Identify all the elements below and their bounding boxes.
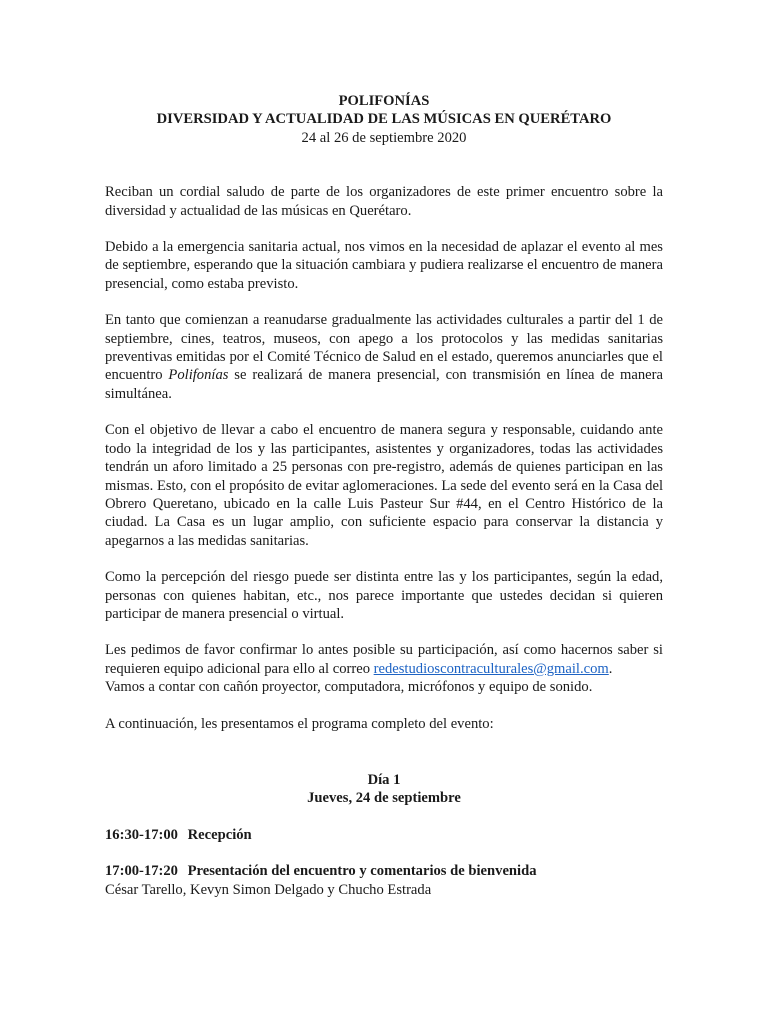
paragraph-format-text-b: se realizará de manera presencial, con transmisión en línea de manera simultánea. [105,367,664,402]
paragraph-safety: Con el objetivo de llevar a cabo el encuentro de manera segura y responsable, cuidando ante todo la integridad de los y las participantes, asistentes y organizadores, todas las actividades tendrán un aforo limitado a 25 personas con pre-registro, además de quienes participan en las mismas. Esto, con el propósito de evitar aglomeraciones. La sede del evento será en la Casa del Obrero Queretano, ubicado en la calle Luis Pasteur Sur #44, en el Centro Histórico de la ciudad. La Casa es un lugar amplio, con suficiente espacio para conservar la distancia y apegarnos a las medidas sanitarias. [105,422,663,549]
paragraph-equipment: Vamos a contar con cañón proyector, computadora, micrófonos y equipo de sonido. [105,679,593,696]
document-header [105,92,663,147]
paragraph-confirmation-period: . [608,660,613,677]
paragraph-postponement: Debido a la emergencia sanitaria actual, nos vimos en la necesidad de aplazar el evento al mes de septiembre, esperando que la situación cambiara y pudiera realizarse el encuentro de manera presencial, como estaba previsto. [105,239,663,292]
program-item-time: 17:00-17:20 [105,863,178,880]
paragraph-risk: Como la percepción del riesgo puede ser distinta entre las y los participantes, según la edad, personas con quienes habitan, etc., nos parece importante que ustedes decidan si quieren participar de manera presencial o virtual. [105,569,663,622]
event-name-italic: Polifonías [168,367,229,384]
program-item-heading [105,826,663,844]
paragraph-greeting: Reciban un cordial saludo de parte de los organizadores de este primer encuentro sobre la diversidad y actualidad de las músicas en Querétaro. [105,184,663,219]
email-link[interactable]: redestudioscontraculturales@gmail.com [373,660,609,677]
event-dates: 24 al 26 de septiembre 2020 [301,129,467,146]
paragraph-format [105,311,663,403]
day-label: Día 1 [367,771,401,788]
program-item-people: César Tarello, Kevyn Simon Delgado y Chucho Estrada [105,881,432,898]
program-item-heading [105,862,663,880]
program-item-title: Recepción [187,826,252,843]
day-date: Jueves, 24 de septiembre [307,790,461,807]
program-day-heading [105,771,663,808]
paragraph-confirmation [105,641,663,678]
paragraph-confirmation-text-a: Les pedimos de favor confirmar lo antes posible su participación, así como hacernos saber si requieren equipo adicional para ello al correo [105,642,663,677]
program-item [105,862,663,899]
event-title: POLIFONÍAS [338,93,430,109]
paragraph-format-text-a: En tanto que comienzan a reanudarse gradualmente las actividades culturales a partir del 1 de septiembre, cines, teatros, museos, con apego a los protocolos y las medidas sanitarias preventivas emitidas por el Comité Técnico de Salud en el estado, queremos anunciarles que el encuentro [105,312,663,384]
program-item [105,826,663,844]
program-item-title: Presentación del encuentro y comentarios de bienvenida [187,863,537,880]
paragraph-program-intro: A continuación, les presentamos el programa completo del evento: [105,715,494,732]
event-subtitle: DIVERSIDAD Y ACTUALIDAD DE LAS MÚSICAS EN QUERÉTARO [156,111,612,128]
program-item-time: 16:30-17:00 [105,826,178,843]
